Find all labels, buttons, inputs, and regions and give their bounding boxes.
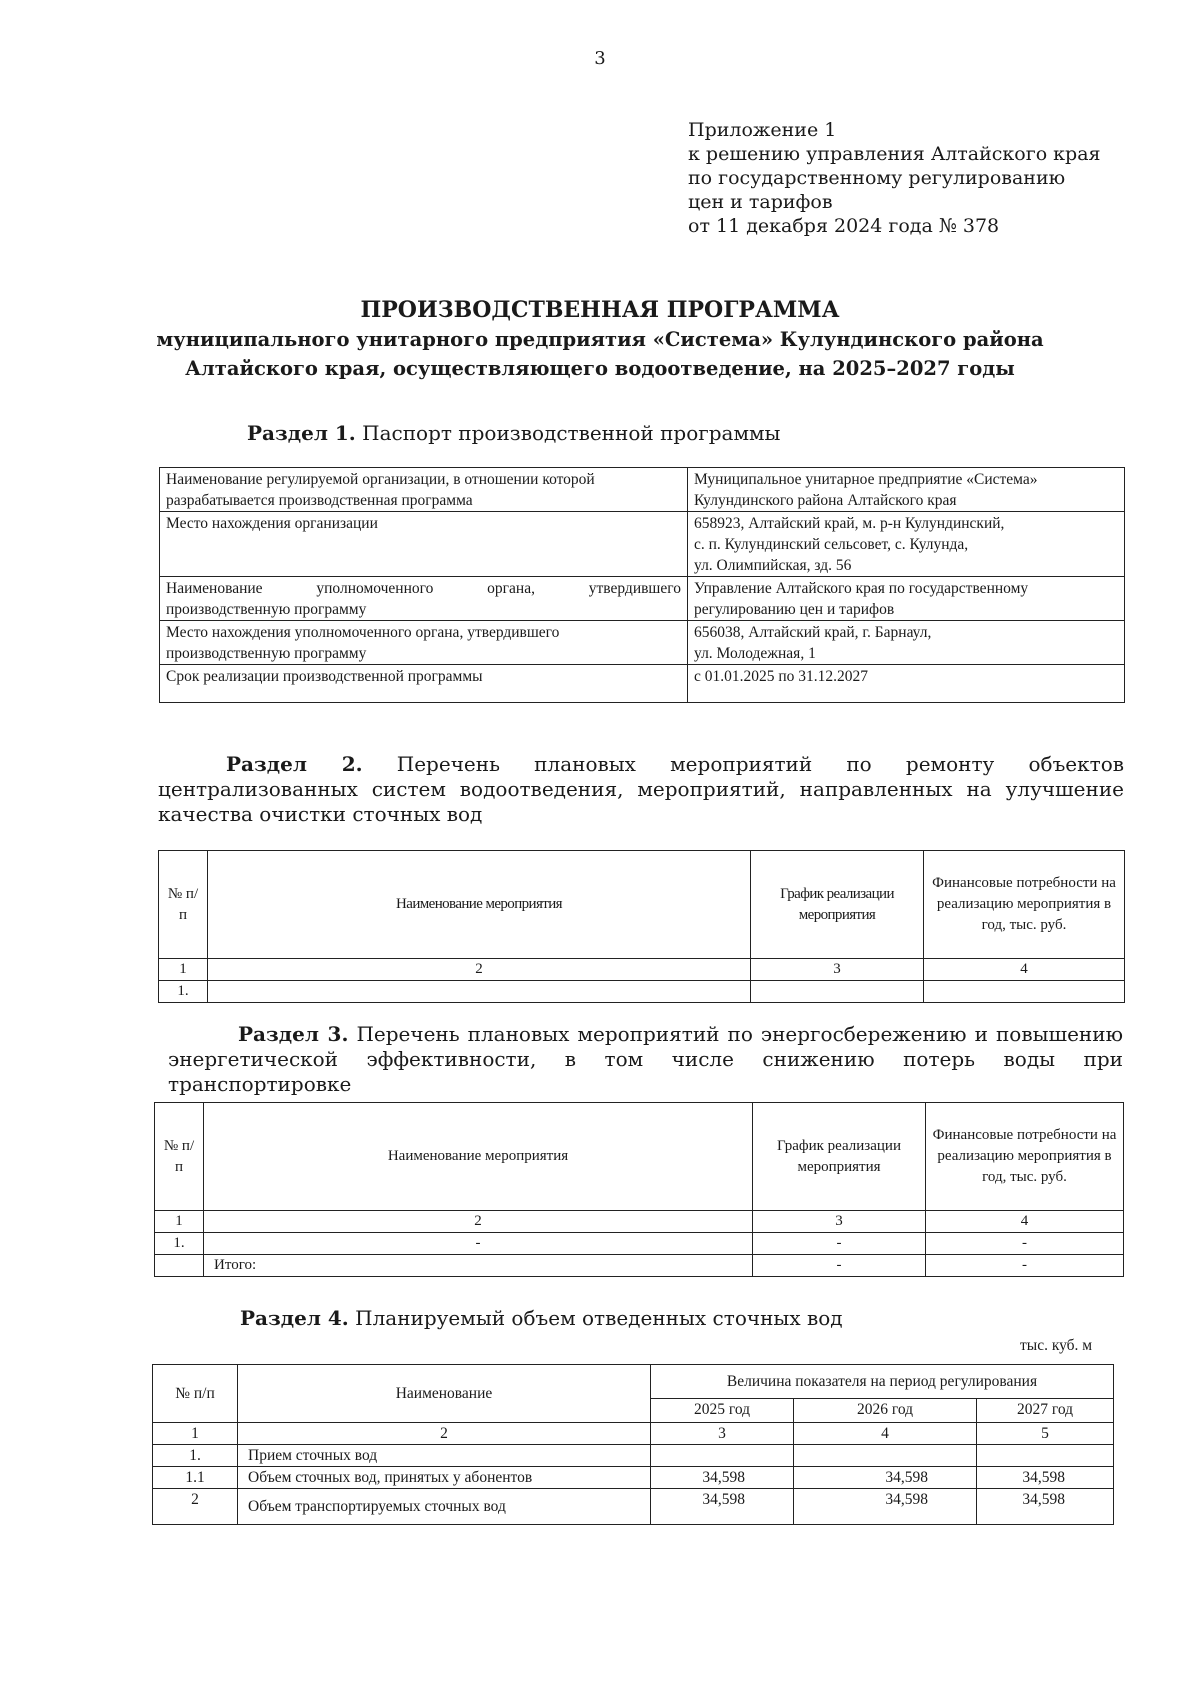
row-schedule: - — [753, 1233, 926, 1255]
justified-word: утвердившего — [588, 580, 681, 597]
cell-line — [166, 578, 681, 599]
justified-text: Наименование регулируемой организации, в отношении которой — [166, 471, 595, 488]
row-value-2026: 34,598 — [794, 1489, 977, 1525]
passport-name-cell — [160, 621, 688, 665]
header-num: № п/п — [155, 1103, 204, 1211]
header-num: № п/п — [159, 851, 208, 959]
col-number: 3 — [751, 959, 924, 981]
row-value-2025: 34,598 — [651, 1467, 794, 1489]
passport-table — [159, 467, 1125, 703]
row-num: 1. — [159, 981, 208, 1003]
row-num: 1. — [155, 1233, 204, 1255]
table-row — [160, 468, 1125, 512]
row-finance: - — [926, 1233, 1124, 1255]
table-row — [160, 665, 1125, 703]
row-schedule — [751, 981, 924, 1003]
header-finance: Финансовые потребности на реализацию мероприятия в год, тыс. руб. — [924, 851, 1125, 959]
document-title — [0, 296, 1200, 383]
passport-value-cell — [688, 665, 1125, 703]
col-number: 2 — [208, 959, 751, 981]
row-num: 1.1 — [153, 1467, 238, 1489]
table-row — [153, 1489, 1114, 1525]
section-3-label: Раздел 3. — [238, 1022, 349, 1046]
section-2-table — [158, 850, 1125, 1003]
appendix-block — [688, 118, 1101, 238]
col-number: 3 — [753, 1211, 926, 1233]
total-row — [155, 1255, 1124, 1277]
title-line-2: муниципального унитарного предприятия «Система» Кулундинского района — [156, 328, 1044, 351]
row-name: - — [204, 1233, 753, 1255]
header-period: Величина показателя на период регулирования — [651, 1365, 1114, 1399]
col-number: 4 — [924, 959, 1125, 981]
header-finance: Финансовые потребности на реализацию мероприятия в год, тыс. руб. — [926, 1103, 1124, 1211]
passport-value-cell — [688, 577, 1125, 621]
col-number: 1 — [153, 1423, 238, 1445]
row-value-2026: 34,598 — [794, 1467, 977, 1489]
table-row — [153, 1467, 1114, 1489]
cell-line: Управление Алтайского края по государственному — [694, 580, 1029, 597]
appendix-line: Приложение 1 — [688, 119, 837, 141]
header-num: № п/п — [153, 1365, 238, 1423]
table-row — [153, 1445, 1114, 1467]
header-name: Наименование мероприятия — [204, 1103, 753, 1211]
appendix-line: цен и тарифов — [688, 191, 833, 213]
passport-name-cell — [160, 468, 688, 512]
passport-value-cell — [688, 512, 1125, 577]
passport-name-cell — [160, 512, 688, 577]
row-name: Прием сточных вод — [238, 1445, 651, 1467]
title-line-1: ПРОИЗВОДСТВЕННАЯ ПРОГРАММА — [360, 297, 840, 323]
cell-line: ул. Олимпийская, зд. 56 — [694, 557, 852, 574]
total-schedule: - — [753, 1255, 926, 1277]
total-label: Итого: — [204, 1255, 753, 1277]
page-number: 3 — [594, 48, 606, 69]
table-header-row — [155, 1103, 1124, 1211]
appendix-line: по государственному регулированию — [688, 167, 1066, 189]
section-1-heading — [247, 421, 780, 446]
col-number: 1 — [159, 959, 208, 981]
section-2-text: Перечень плановых мероприятий по ремонту объектов централизованных систем водоотведения, мероприятий, направленных на улучшение качества очистки сточных вод — [158, 752, 1124, 826]
section-4-table — [152, 1364, 1114, 1525]
cell-line: с. п. Кулундинский сельсовет, с. Кулунда, — [694, 536, 969, 553]
passport-name-cell — [160, 577, 688, 621]
row-value-2027: 34,598 — [977, 1489, 1114, 1525]
section-4-heading — [240, 1306, 843, 1331]
cell-line: 656038, Алтайский край, г. Барнаул, — [694, 624, 932, 641]
row-value-2026 — [794, 1445, 977, 1467]
cell-line: разрабатывается производственная программа — [166, 492, 473, 509]
header-year: 2027 год — [977, 1399, 1114, 1423]
section-4-text: Планируемый объем отведенных сточных вод — [355, 1306, 843, 1330]
passport-value-cell — [688, 621, 1125, 665]
cell-line: ул. Молодежная, 1 — [694, 645, 816, 662]
row-value-2025: 34,598 — [651, 1489, 794, 1525]
col-number: 5 — [977, 1423, 1114, 1445]
row-name: Объем транспортируемых сточных вод — [238, 1489, 651, 1525]
cell-line: Место нахождения организации — [166, 515, 378, 532]
table-row — [155, 1233, 1124, 1255]
justified-word: Наименование — [166, 580, 263, 597]
column-numbers-row — [159, 959, 1125, 981]
section-4-label: Раздел 4. — [240, 1306, 349, 1330]
col-number: 2 — [204, 1211, 753, 1233]
row-name — [208, 981, 751, 1003]
justified-word: уполномоченного — [316, 580, 434, 597]
section-1-text: Паспорт производственной программы — [362, 421, 781, 445]
row-num: 2 — [153, 1489, 238, 1525]
col-number: 4 — [926, 1211, 1124, 1233]
appendix-line: от 11 декабря 2024 года № 378 — [688, 215, 1000, 237]
cell-line: Муниципальное унитарное предприятие «Система» — [694, 471, 1038, 488]
header-schedule: График реализации мероприятия — [751, 851, 924, 959]
section-3-heading — [168, 1022, 1123, 1097]
appendix-line: к решению управления Алтайского края — [688, 143, 1101, 165]
header-schedule: График реализации мероприятия — [753, 1103, 926, 1211]
unit-label: тыс. куб. м — [1020, 1337, 1093, 1354]
table-row — [160, 512, 1125, 577]
cell-line: регулированию цен и тарифов — [694, 601, 895, 618]
section-2-label: Раздел 2. — [226, 752, 363, 776]
column-numbers-row — [155, 1211, 1124, 1233]
header-name: Наименование — [238, 1365, 651, 1423]
cell-line: Срок реализации производственной программы — [166, 668, 483, 685]
passport-value-cell — [688, 468, 1125, 512]
header-name: Наименование мероприятия — [208, 851, 751, 959]
section-3-text: Перечень плановых мероприятий по энергосбережению и повышению энергетической эффективности, в том числе снижению потерь воды при транспортировке — [168, 1022, 1123, 1096]
table-row — [159, 981, 1125, 1003]
cell-line: с 01.01.2025 по 31.12.2027 — [694, 668, 869, 685]
row-name: Объем сточных вод, принятых у абонентов — [238, 1467, 651, 1489]
col-number: 4 — [794, 1423, 977, 1445]
section-2-heading — [158, 752, 1124, 827]
row-num — [155, 1255, 204, 1277]
col-number: 2 — [238, 1423, 651, 1445]
col-number: 3 — [651, 1423, 794, 1445]
cell-line: 658923, Алтайский край, м. р-н Кулундинский, — [694, 515, 1005, 532]
table-row — [160, 621, 1125, 665]
cell-line: производственную программу — [166, 645, 367, 662]
row-value-2025 — [651, 1445, 794, 1467]
cell-line — [166, 469, 681, 490]
row-num: 1. — [153, 1445, 238, 1467]
title-line-3: Алтайского края, осуществляющего водоотведение, на 2025–2027 годы — [185, 357, 1015, 380]
section-1-label: Раздел 1. — [247, 421, 356, 445]
table-header-row — [153, 1365, 1114, 1399]
cell-line: производственную программу — [166, 601, 367, 618]
table-row — [160, 577, 1125, 621]
table-header-row — [159, 851, 1125, 959]
cell-line: Место нахождения уполномоченного органа, утвердившего — [166, 624, 560, 641]
header-year: 2026 год — [794, 1399, 977, 1423]
col-number: 1 — [155, 1211, 204, 1233]
total-finance: - — [926, 1255, 1124, 1277]
section-3-table — [154, 1102, 1124, 1277]
header-year: 2025 год — [651, 1399, 794, 1423]
cell-line: Кулундинского района Алтайского края — [694, 492, 957, 509]
column-numbers-row — [153, 1423, 1114, 1445]
row-value-2027: 34,598 — [977, 1467, 1114, 1489]
row-finance — [924, 981, 1125, 1003]
justified-word: органа, — [487, 580, 535, 597]
row-value-2027 — [977, 1445, 1114, 1467]
passport-name-cell — [160, 665, 688, 703]
